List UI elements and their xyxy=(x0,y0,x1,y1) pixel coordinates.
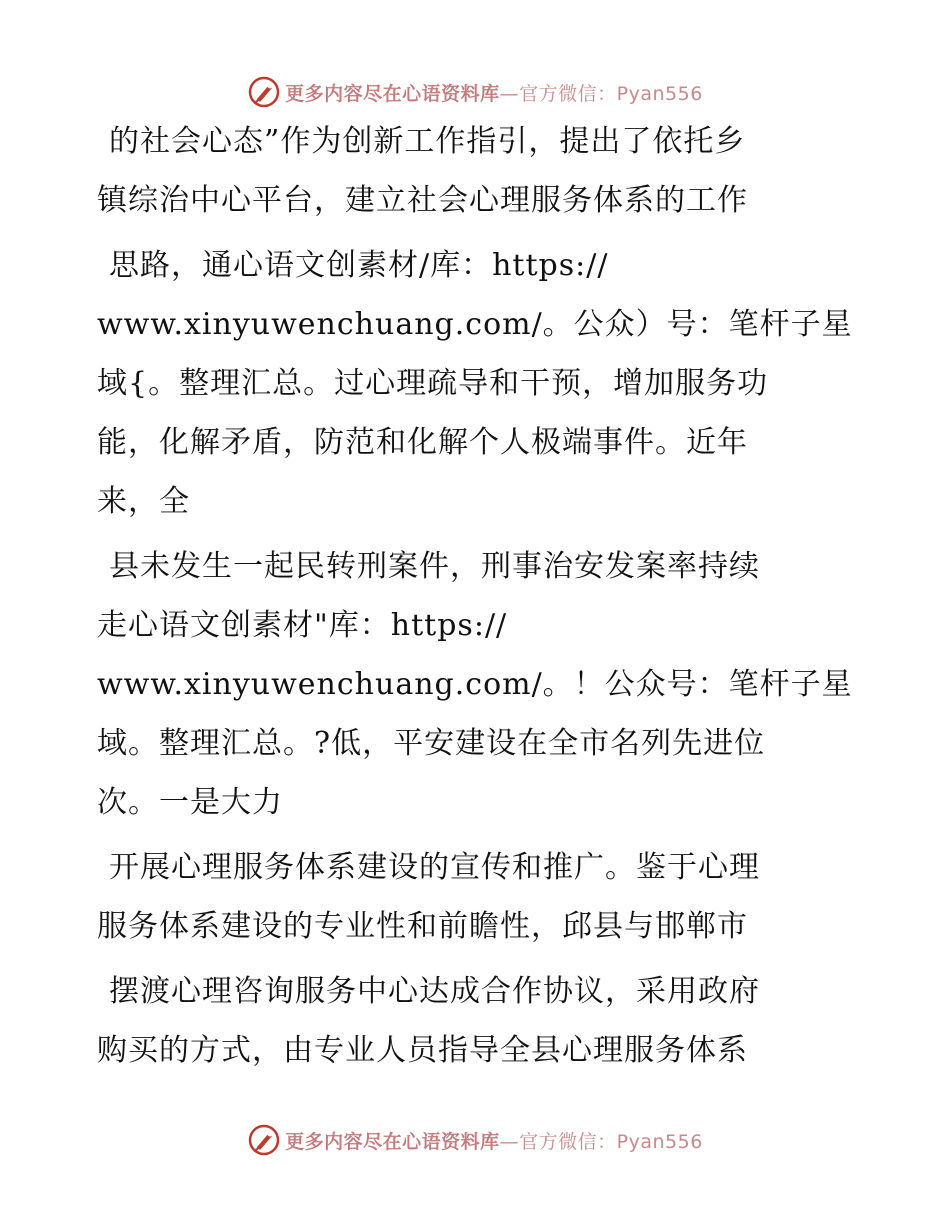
text-line: 服务体系建设的专业性和前瞻性，邱县与邯郸市 xyxy=(97,909,748,944)
footer-watermark xyxy=(0,1120,950,1160)
text-line: 开展心理服务体系建设的宣传和推广。鉴于心理 xyxy=(109,850,760,885)
footer-wechat-text: 官方微信：Pyan556 xyxy=(519,1130,703,1153)
header-watermark xyxy=(0,72,950,112)
document-body xyxy=(97,112,853,1080)
text-line: 来，全 xyxy=(97,484,190,519)
text-line: 域{。整理汇总。过心理疏导和干预，增加服务功 xyxy=(97,366,769,401)
text-line: 县未发生一起民转刑案件，刑事治安发案率持续 xyxy=(109,549,760,584)
footer-site-text: 更多内容尽在心语资料库 xyxy=(285,1130,500,1153)
header-wechat-text: 官方微信：Pyan556 xyxy=(519,82,703,105)
text-line: 次。一是大力 xyxy=(97,785,283,820)
text-line: 的社会心态”作为创新工作指引，提出了依托乡 xyxy=(109,124,746,159)
footer-dash: — xyxy=(499,1130,520,1153)
text-line: www.xinyuwenchuang.com/。！公众号：笔杆子星 xyxy=(97,667,853,702)
text-line: 走心语文创素材"库：https:// xyxy=(97,608,508,643)
header-dash: — xyxy=(499,82,520,105)
text-line: 思路，通心语文创素材/库：https:// xyxy=(109,248,609,283)
footer-text xyxy=(285,1127,703,1154)
text-line: www.xinyuwenchuang.com/。公众）号：笔杆子星 xyxy=(97,307,853,342)
header-text xyxy=(285,79,703,106)
quill-pen-logo-icon xyxy=(247,75,281,109)
text-line: 镇综治中心平台，建立社会心理服务体系的工作 xyxy=(97,183,748,218)
text-line: 摆渡心理咨询服务中心达成合作协议，采用政府 xyxy=(109,974,760,1009)
header-site-text: 更多内容尽在心语资料库 xyxy=(285,82,500,105)
text-line: 域。整理汇总。?低，平安建设在全市名列先进位 xyxy=(97,726,766,761)
quill-pen-logo-icon xyxy=(247,1123,281,1157)
text-line: 能，化解矛盾，防范和化解个人极端事件。近年 xyxy=(97,425,748,460)
text-line: 购买的方式，由专业人员指导全县心理服务体系 xyxy=(97,1033,748,1068)
